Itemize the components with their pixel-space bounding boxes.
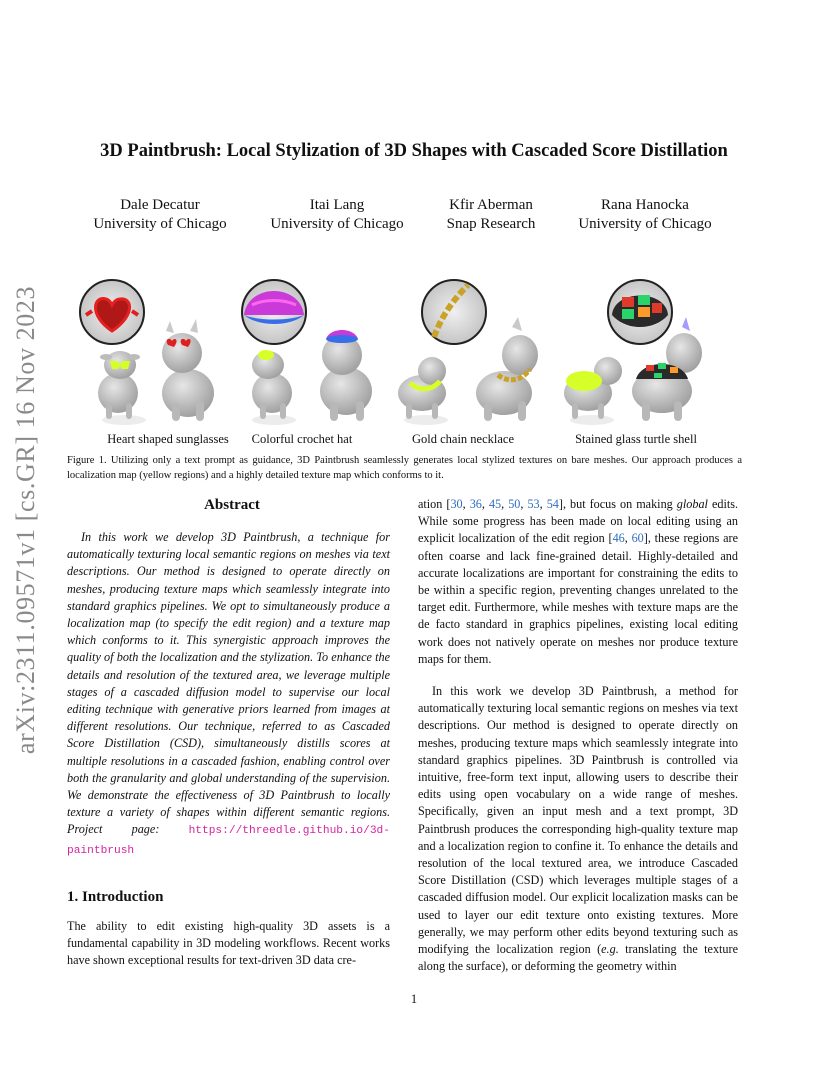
introduction-heading: 1. Introduction xyxy=(67,889,164,905)
author-name: Dale Decatur xyxy=(120,197,200,213)
text-run: In this work we develop 3D Paintbrush, a method for automatically texturing local semantic regions on meshes via text descriptions. Our method is designed to operate directly on meshes, producing texture maps which seamlessly integrate into standard graphics pipelines. 3D Paintbrush is controlled via intuitive, free-form text input, allowing users to describe their edits using open vocabulary on a wide range of meshes. Specifically, given an input mesh and a text prompt, 3D Paintbrush produces the corresponding high-quality texture map and a localization region to confine it. To enhance the details and resolution of the local textured area, we introduce Cascaded Score Distillation (CSD) which leverages multiple stages of a cascaded diffusion model. Our explicit localization masks can be used to layer our edit texture onto existing textures. More generally, we may perform other edits beyond texturing such as modifying the localization region ( xyxy=(418,684,738,957)
cow-sunglasses-group xyxy=(80,280,214,425)
figure-caption: Figure 1. Utilizing only a text prompt as guidance, 3D Paintbrush seamlessly generates local stylized textures on bare meshes. Our approach produces a localization map (yellow regions) and a highly detailed texture map which conforms to it. xyxy=(67,455,742,481)
citation-link[interactable]: 50 xyxy=(508,497,521,511)
citation-link[interactable]: 54 xyxy=(546,497,559,511)
figure-label-1: Heart shaped sunglasses xyxy=(107,432,229,446)
abstract-body xyxy=(67,529,390,860)
citation-link[interactable]: 36 xyxy=(469,497,482,511)
author-affiliation: University of Chicago xyxy=(578,216,712,232)
cow-crochet-hat-group xyxy=(242,280,372,425)
figure-label-4: Stained glass turtle shell xyxy=(575,432,697,446)
right-column-paragraph-1: ation [30, 36, 45, 50, 53, 54], but focus on making global edits. While some progress has been made on local editing using an explicit localization of the edit region [46, 60], these regions are often coarse and lack fine-grained detail. Highly-detailed and accurate localizations are important for constraining the edits to be within a specific region, preventing changes unrelated to the target edit. Furthermore, while meshes with texture maps are the de facto standard in graphics pipelines, existing local editing work does not natively operate on meshes nor produce texture maps for them. xyxy=(418,497,739,666)
citation-link[interactable]: 46 xyxy=(612,531,625,546)
author-affiliation: University of Chicago xyxy=(270,216,404,232)
emphasis-global: global xyxy=(676,497,708,511)
figure-label-3: Gold chain necklace xyxy=(411,432,515,446)
citation-link[interactable]: 45 xyxy=(488,497,502,511)
author-4 xyxy=(560,196,730,234)
arxiv-id: arXiv:2311.09571v1 [cs.GR] 16 Nov 2023 xyxy=(11,285,40,755)
author-3 xyxy=(406,196,576,234)
author-name: Kfir Aberman xyxy=(449,197,533,213)
abstract-heading: Abstract xyxy=(204,497,260,513)
author-2 xyxy=(252,196,422,234)
author-name: Itai Lang xyxy=(309,197,365,213)
author-name: Rana Hanocka xyxy=(601,197,689,213)
text-run: ation [ xyxy=(418,497,451,511)
introduction-text: The ability to edit existing high-quality 3D assets is a fundamental capability in 3D modeling workflows. Recent works have shown exceptional results for text-driven 3D data cre- xyxy=(67,919,390,968)
text-run: ], but focus on making xyxy=(558,497,677,511)
citation-link[interactable]: 53 xyxy=(527,497,540,511)
abstract-text: In this work we develop 3D Paintbrush, a technique for automatically texturing local semantic regions on meshes via text descriptions. Our method is designed to operate directly on meshes, producing texture maps which seamlessly integrate into standard graphics pipelines. We opt to simultaneously produce a localization map (to specify the edit region) and a texture map which conforms to it. This synergistic approach improves the quality of both the localization and the stylization. To enhance the details and resolution of the textured area, we leverage multiple stages of a cascaded diffusion model to supervise our local editing technique with generative priors learned from images at different resolutions. Our technique, referred to as Cascaded Score Distillation (CSD), simultaneously distills scores at multiple resolutions in a cascaded fashion, enabling control over both the granularity and global understanding of the supervision. We demonstrate the effectiveness of 3D Paintbrush to locally texture a variety of shapes within different semantic regions. Project page: xyxy=(67,530,390,837)
author-affiliation: University of Chicago xyxy=(93,216,227,232)
page-number: 1 xyxy=(410,992,418,1006)
author-affiliation: Snap Research xyxy=(446,216,536,232)
paper-title: 3D Paintbrush: Local Stylization of 3D Shapes with Cascaded Score Distillation xyxy=(100,141,728,161)
text-run: ], these regions are often coarse and lack fine-grained detail. Highly-detailed and accurate localizations are important for constraining the edits to be within a specific region, preventing changes unrelated to the target edit. Furthermore, while meshes with texture maps are the de facto standard in graphics pipelines, existing local editing work does not natively operate on meshes nor produce texture maps for them. xyxy=(418,531,738,666)
text-run: translating the texture along the surface), or deforming the geometry within xyxy=(418,942,738,974)
cow-turtle-shell-group xyxy=(564,280,702,425)
figure-1-image xyxy=(78,275,750,427)
project-page-link[interactable]: https://threedle.github.io/3d-paintbrush xyxy=(67,825,390,857)
emphasis-eg: e.g. xyxy=(601,942,619,957)
right-column-paragraph-2 xyxy=(418,683,738,975)
cow-gold-chain-group xyxy=(398,280,538,425)
text-run: edits. While some progress has been made on local editing using an explicit localization of the edit region [ xyxy=(418,497,739,546)
figure-label-2: Colorful crochet hat xyxy=(251,432,353,446)
author-1 xyxy=(75,196,245,234)
arxiv-sidebar xyxy=(6,275,46,765)
citation-link[interactable]: 30 xyxy=(450,497,463,511)
citation-link[interactable]: 60 xyxy=(631,531,644,546)
